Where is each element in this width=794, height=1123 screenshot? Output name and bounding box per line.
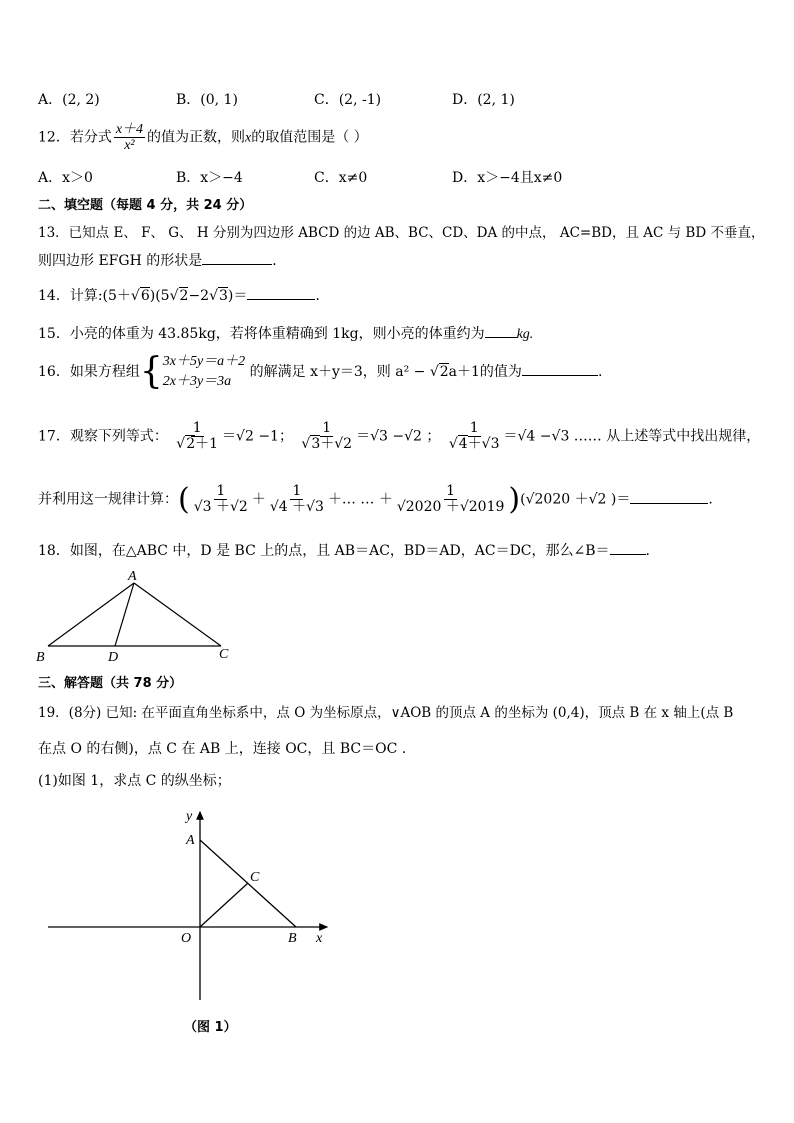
denominator: √2＋1 <box>176 436 219 452</box>
q17-rhs-1: ＝√2 −1； <box>222 428 293 445</box>
question-15 <box>38 323 533 343</box>
question-17-line1 <box>38 421 760 452</box>
answer-blank[interactable] <box>610 542 646 555</box>
question-17-line2: 并利用这一规律计算：( $\frac{1}{√3 +√2}$ ＋ $\frac{1}{√4 +√3}$ ＋… … ＋ $\frac{1}{√2020 +√2019}$ )(√2020 ＋√2 )＝ . <box>38 482 713 517</box>
denominator: √4＋√3 <box>448 436 500 452</box>
q14-prefix: 14．计算: <box>38 288 103 304</box>
q14-expr-c: −2 <box>188 288 210 304</box>
denominator: √3＋√2 <box>301 436 353 452</box>
q12-suffix: 的值为正数，则 <box>147 129 246 146</box>
figure-1-caption: （图 1） <box>184 1020 237 1035</box>
answer-blank[interactable] <box>630 491 708 504</box>
q16-prefix: 16．如果方程组 <box>38 364 140 380</box>
q17-fraction-2 <box>299 421 354 452</box>
label-d: D <box>108 650 119 665</box>
label-a: A <box>128 569 137 584</box>
q12-fraction <box>114 122 145 153</box>
answer-blank[interactable] <box>202 252 272 265</box>
q12-option-d: D．x＞−4且x≠0 <box>452 170 563 186</box>
q12-option-a: A．x＞0 <box>38 170 93 186</box>
label-y: y <box>186 809 193 824</box>
q16-eq1: 3x＋5y＝a＋2 <box>162 354 246 369</box>
q14-expr-b: )(5 <box>149 288 170 304</box>
question-16 <box>38 352 602 392</box>
side-ab <box>48 583 134 646</box>
q14-radicand-2: 2 <box>179 288 189 304</box>
label-c: C <box>250 870 260 885</box>
q12-numerator: x＋4 <box>115 122 144 137</box>
coordinate-figure <box>40 800 340 1010</box>
q17-fraction-1 <box>174 421 220 452</box>
numerator: 1 <box>469 420 479 436</box>
numerator: 1 <box>192 420 202 436</box>
q15-text: 15．小亮的体重为 43.85kg，若将体重精确到 1kg，则小亮的体重约为 <box>38 326 485 342</box>
q17-line2-prefix: 并利用这一规律计算： <box>38 491 178 508</box>
question-12 <box>38 122 368 153</box>
segment-ad <box>115 583 134 646</box>
q17-rhs-3: ＝√4 −√3 …… 从上述等式中找出规律， <box>503 428 761 445</box>
q11-option-b: B．(0, 1) <box>176 92 238 108</box>
question-13-line2 <box>38 250 286 270</box>
q14-expr-a: (5＋ <box>102 288 131 304</box>
q17-fraction-3 <box>447 421 502 452</box>
system-brace: { <box>139 351 163 392</box>
q12-prefix: 12．若分式 <box>38 129 112 146</box>
radical-sign: √ <box>169 288 179 304</box>
q13-end: ． <box>272 253 287 269</box>
q16-mid2: a＋1的值为 <box>448 364 522 380</box>
q17-term-3: $\frac{1}{√2020 +√2019}$ <box>396 483 505 515</box>
left-paren: ( <box>178 482 190 517</box>
q17-term-2: $\frac{1}{√4 +√3}$ <box>269 483 324 515</box>
q17-term-1: $\frac{1}{√3 +√2}$ <box>193 483 248 515</box>
q17-prefix: 17．观察下列等式： <box>38 428 168 445</box>
answer-blank[interactable] <box>522 363 598 376</box>
label-o: O <box>181 931 192 946</box>
radical-sign: √ <box>209 288 218 304</box>
q17-tail: (√2020 ＋√2 )＝ <box>520 491 631 508</box>
q14-end: . <box>315 288 320 304</box>
numerator: 1 <box>322 420 332 436</box>
q11-option-c: C．(2, -1) <box>314 92 382 108</box>
question-13-line1: 13．已知点 E、 F、 G、 H 分别为四边形 ABCD 的边 AB、BC、CD、DA 的中点， AC=BD，且 AC 与 BD 不垂直， <box>38 225 765 241</box>
q15-end: kg. <box>516 327 534 342</box>
q18-end: . <box>645 543 650 559</box>
q13-text: 则四边形 EFGH 的形状是 <box>38 253 203 269</box>
label-c: C <box>219 647 229 662</box>
question-18 <box>38 540 650 560</box>
q11-option-a: A．(2, 2) <box>38 92 100 108</box>
label-b: B <box>36 650 45 665</box>
radical-sign: √ <box>130 288 140 304</box>
label-a: A <box>186 833 195 848</box>
q12-suffix2: 的取值范围是（ ） <box>251 129 368 146</box>
q17-rhs-2: ＝√3 −√2 ； <box>356 428 441 445</box>
answer-blank[interactable] <box>247 287 315 300</box>
q14-expr-d: )＝ <box>227 288 248 304</box>
q16-mid: 的解满足 x＋y＝3，则 a² − <box>249 364 430 380</box>
side-ac <box>134 583 221 646</box>
q12-option-b: B．x＞−4 <box>176 170 243 186</box>
question-14 <box>38 285 320 305</box>
q17-end: . <box>708 491 713 508</box>
triangle-figure <box>30 566 240 666</box>
question-19-line2: 在点 O 的右侧)，点 C 在 AB 上，连接 OC，且 BC＝OC . <box>38 741 407 757</box>
q12-denominator: x² <box>124 138 135 153</box>
segment-oc <box>200 883 248 927</box>
section-2-heading: 二、填空题（每题 4 分，共 24 分） <box>38 198 253 213</box>
q17-dots: ＋… … ＋ <box>327 491 393 508</box>
label-b: B <box>288 931 297 946</box>
equation-system <box>163 352 245 392</box>
label-x: x <box>316 931 323 946</box>
q16-radicand: 2 <box>439 364 449 380</box>
question-19-part1: (1)如图 1，求点 C 的纵坐标； <box>38 773 231 789</box>
q18-text: 18．如图，在△ABC 中，D 是 BC 上的点，且 AB＝AC，BD＝AD，AC＝DC，那么∠B＝ <box>38 543 610 559</box>
section-3-heading: 三、解答题（共 78 分） <box>38 676 183 691</box>
q12-variable: x <box>245 130 252 146</box>
q11-option-d: D．(2, 1) <box>452 92 515 108</box>
q16-eq2: 2x＋3y＝3a <box>162 374 232 389</box>
q14-radicand-6: 6 <box>140 288 150 304</box>
right-paren: ) <box>508 482 521 517</box>
q14-radicand-3: 3 <box>219 288 228 304</box>
q12-option-c: C．x≠0 <box>314 170 368 186</box>
question-19-line1: 19．(8分) 已知: 在平面直角坐标系中，点 O 为坐标原点，∨AOB 的顶点 A 的坐标为 (0,4)，顶点 B 在 x 轴上(点 B <box>38 705 734 721</box>
radical-sign: √ <box>429 364 439 380</box>
q16-end: . <box>597 364 603 380</box>
answer-blank[interactable] <box>485 325 517 338</box>
